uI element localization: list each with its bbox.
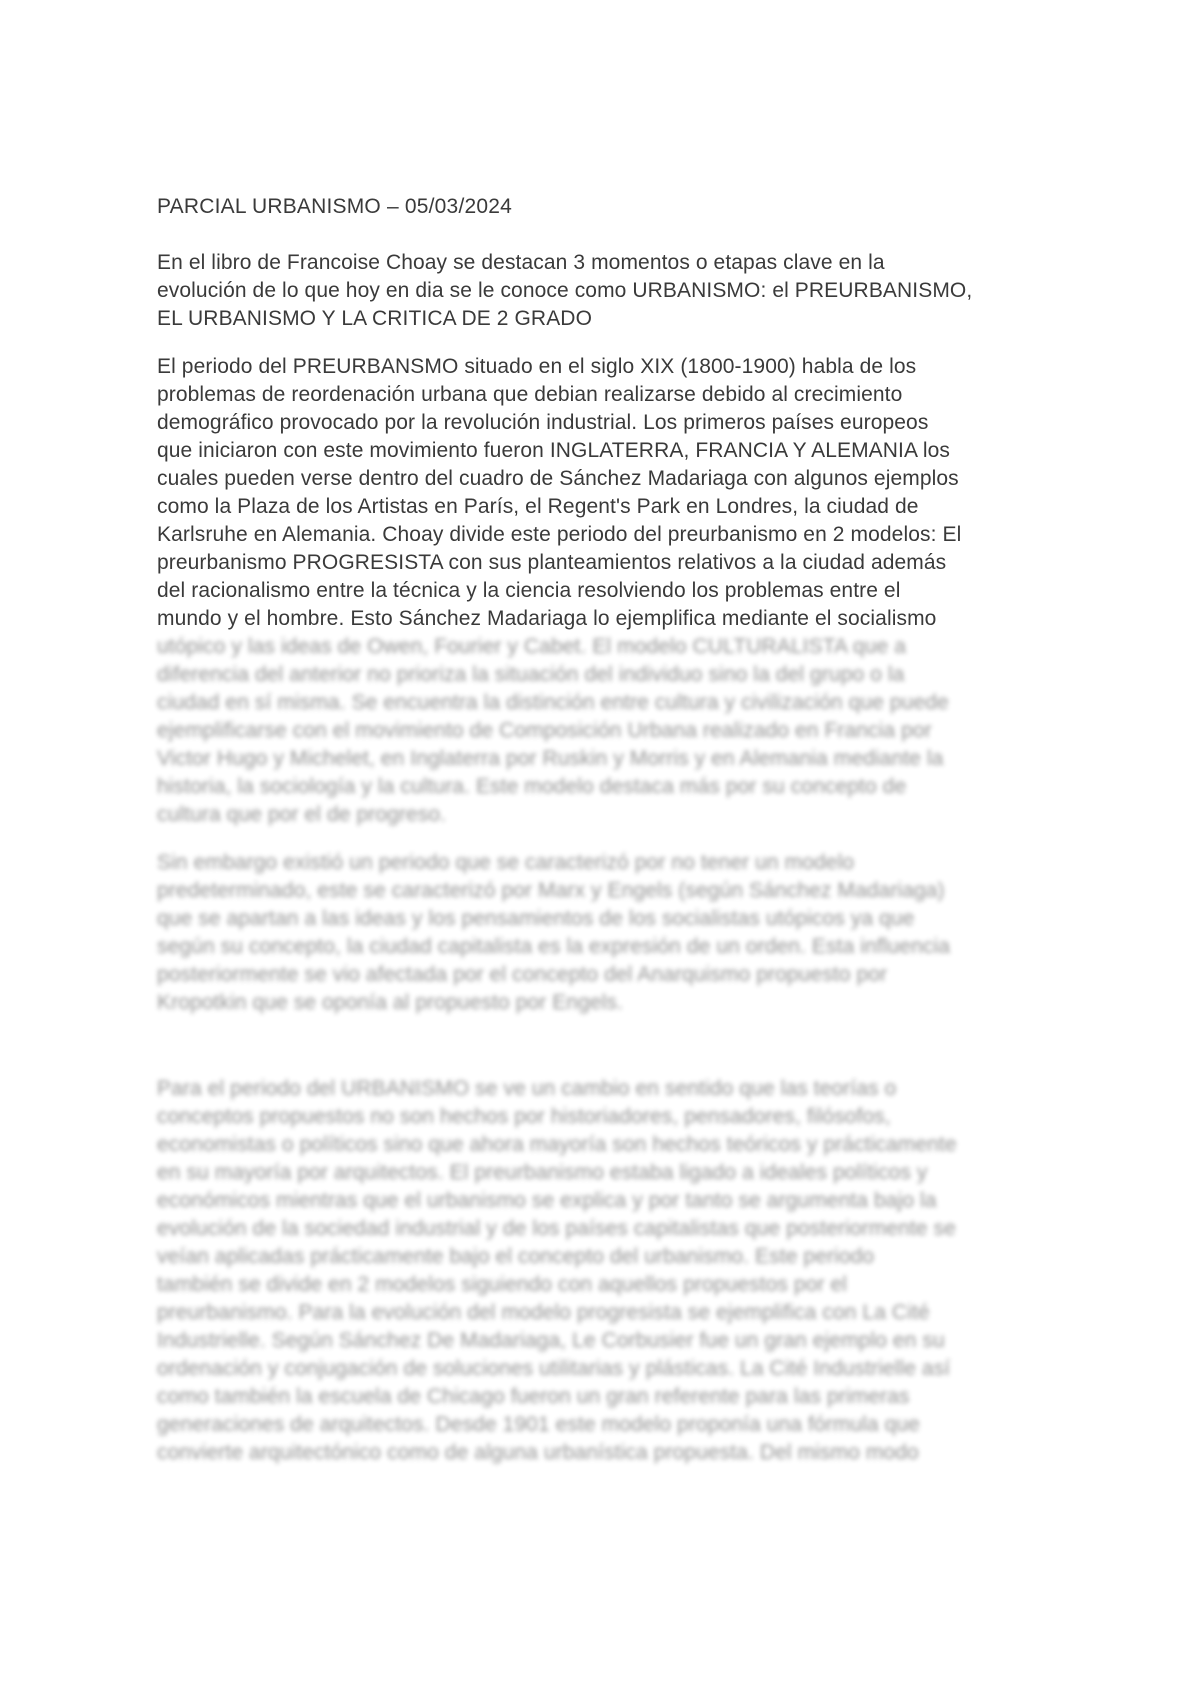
blurred-text-line: convierte arquitectónico como de alguna urbanística propuesta. Del mismo modo (157, 1441, 919, 1464)
blurred-text-line: economistas o políticos sino que ahora mayoría son hechos teóricos y prácticamente (157, 1133, 957, 1156)
text-line: que iniciaron con este movimiento fueron INGLATERRA, FRANCIA Y ALEMANIA los (157, 439, 951, 462)
text-line: del racionalismo entre la técnica y la ciencia resolviendo los problemas entre el (157, 579, 901, 602)
blurred-text-line: como también la escuela de Chicago fueron un gran referente para las primeras (157, 1385, 910, 1408)
blurred-text-line: posteriormente se vio afectada por el concepto del Anarquismo propuesto por (157, 963, 888, 986)
blurred-text-line: económicos mientras que el urbanismo se explica y por tanto se argumenta bajo la (157, 1189, 937, 1212)
text-line: como la Plaza de los Artistas en París, el Regent's Park en Londres, la ciudad de (157, 495, 919, 518)
paragraph-blurred (157, 1075, 1067, 1467)
blurred-text-line: diferencia del anterior no prioriza la situación del individuo sino la del grupo o la (157, 663, 905, 686)
blurred-text-line: ejemplificarse con el movimiento de Composición Urbana realizado en Francia por (157, 719, 932, 742)
blurred-text-line: conceptos propuestos no son hechos por historiadores, pensadores, filósofos, (157, 1105, 891, 1128)
blurred-text-line: según su concepto, la ciudad capitalista es la expresión de un orden. Esta influencia (157, 935, 951, 958)
blurred-text-line: Industrielle. Según Sánchez De Madariaga, Le Corbusier fue un gran ejemplo en su (157, 1329, 945, 1352)
blurred-text-line: Kropotkin que se oponía al propuesto por Engels. (157, 991, 623, 1014)
text-line: preurbanismo PROGRESISTA con sus planteamientos relativos a la ciudad además (157, 551, 947, 574)
text-line: El periodo del PREURBANSMO situado en el siglo XIX (1800-1900) habla de los (157, 355, 917, 378)
text-line: mundo y el hombre. Esto Sánchez Madariaga lo ejemplifica mediante el socialismo (157, 607, 937, 630)
blurred-text-line: utópico y las ideas de Owen, Fourier y Cabet. El modelo CULTURALISTA que a (157, 635, 906, 658)
document-body (157, 249, 1067, 1467)
paragraph-spacer (157, 1037, 1067, 1075)
paragraph (157, 249, 1067, 333)
blurred-text-line: Para el periodo del URBANISMO se ve un cambio en sentido que las teorías o (157, 1077, 897, 1100)
document-title: PARCIAL URBANISMO – 05/03/2024 (157, 195, 512, 218)
text-line: Karlsruhe en Alemania. Choay divide este periodo del preurbanismo en 2 modelos: El (157, 523, 962, 546)
blurred-text-line: Sin embargo existió un periodo que se caracterizó por no tener un modelo (157, 851, 855, 874)
blurred-text-line: en su mayoría por arquitectos. El preurbanismo estaba ligado a ideales políticos y (157, 1161, 928, 1184)
blurred-text-line: preurbanismo. Para la evolución del modelo progresista se ejemplifica con La Cité (157, 1301, 930, 1324)
blurred-text-line: Victor Hugo y Michelet, en Inglaterra por Ruskin y Morris y en Alemania mediante la (157, 747, 944, 770)
blurred-text-line: historia, la sociología y la cultura. Este modelo destaca más por su concepto de (157, 775, 907, 798)
blurred-text-line: cultura que por el de progreso. (157, 803, 447, 826)
blurred-text-line: ciudad en sí misma. Se encuentra la distinción entre cultura y civilización que puede (157, 691, 949, 714)
blurred-text-line: evolución de la sociedad industrial y de los países capitalistas que posteriormente se (157, 1217, 956, 1240)
blurred-text-line: ordenación y conjugación de soluciones utilitarias y plásticas. La Cité Industrielle así (157, 1357, 951, 1380)
blurred-text-line: también se divide en 2 modelos siguiendo con aquellos propuestos por el (157, 1273, 848, 1296)
text-line: evolución de lo que hoy en dia se le conoce como URBANISMO: el PREURBANISMO, (157, 279, 973, 302)
text-line: problemas de reordenación urbana que debian realizarse debido al crecimiento (157, 383, 903, 406)
text-line: En el libro de Francoise Choay se destacan 3 momentos o etapas clave en la (157, 251, 885, 274)
blurred-text-line: predeterminado, este se caracterizó por Marx y Engels (según Sánchez Madariaga) (157, 879, 945, 902)
blurred-text-line: que se apartan a las ideas y los pensamientos de los socialistas utópicos ya que (157, 907, 915, 930)
paragraph-blurred (157, 849, 1067, 1017)
blurred-text-line: generaciones de arquitectos. Desde 1901 este modelo proponía una fórmula que (157, 1413, 920, 1436)
blurred-text-line: veían aplicadas prácticamente bajo el concepto del urbanismo. Este periodo (157, 1245, 875, 1268)
text-line: cuales pueden verse dentro del cuadro de Sánchez Madariaga con algunos ejemplos (157, 467, 959, 490)
text-line: demográfico provocado por la revolución industrial. Los primeros países europeos (157, 411, 929, 434)
document-content (157, 193, 1067, 1487)
text-line: EL URBANISMO Y LA CRITICA DE 2 GRADO (157, 307, 593, 330)
paragraph-mixed (157, 353, 1067, 829)
